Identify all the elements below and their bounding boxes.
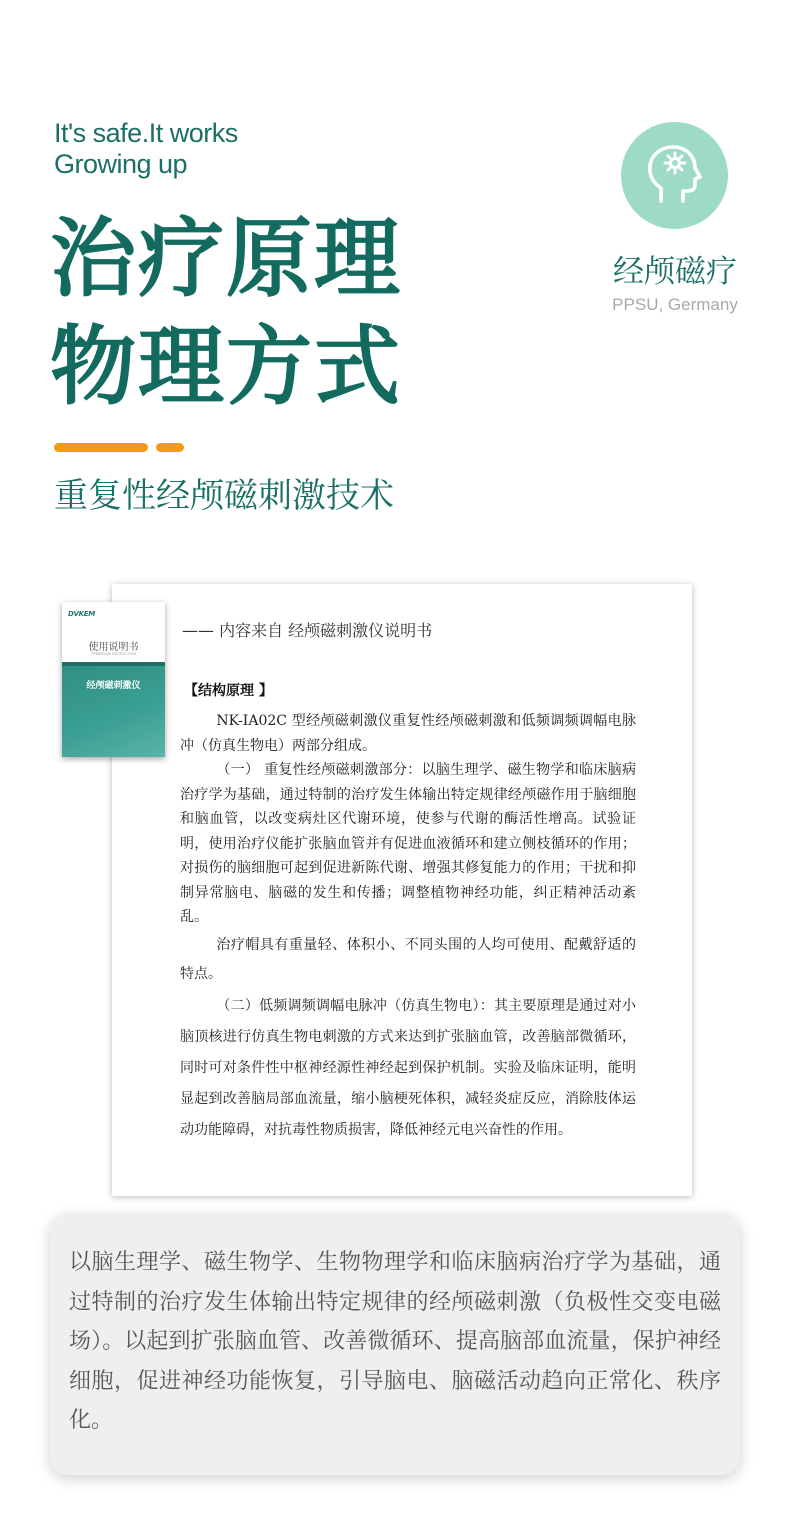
cover-stripe bbox=[62, 662, 165, 666]
summary-card bbox=[50, 1213, 740, 1475]
manual-cover bbox=[62, 602, 165, 757]
section-title: 【结构原理 】 bbox=[184, 683, 273, 699]
excerpt-source: —— 内容来自 经颅磁刺激仪说明书 bbox=[182, 621, 433, 640]
excerpt-paragraph: 治疗帽具有重量轻、体积小、不同头围的人均可使用、配戴舒适的特点。 bbox=[180, 936, 636, 982]
tagline-line-1: It's safe.It works bbox=[54, 118, 238, 148]
page-title-line-1: 治疗原理 bbox=[50, 209, 402, 309]
summary-text: 以脑生理学、磁生物学、生物物理学和临床脑病治疗学为基础，通过特制的治疗发生体输出特定规律的经颅磁刺激（负极性交变电磁场）。以起到扩张脑血管、改善微循环、提高脑部血流量，保护神经细胞，促进神经功能恢复，引导脑电、脑磁活动趋向正常化、秩序化。 bbox=[69, 1250, 721, 1433]
page-title bbox=[50, 205, 402, 421]
excerpt-body bbox=[180, 709, 636, 1146]
badge-subtitle: PPSU, Germany bbox=[612, 295, 738, 314]
manual-title-en: OPERATION INSTRUCTION bbox=[90, 652, 137, 656]
tagline-line-2: Growing up bbox=[54, 149, 188, 179]
manual-excerpt bbox=[112, 584, 692, 1196]
page-title-line-2: 物理方式 bbox=[50, 317, 402, 417]
product-name: 经颅磁刺激仪 bbox=[86, 681, 141, 691]
accent-bar-long bbox=[54, 443, 148, 452]
tagline bbox=[54, 118, 238, 180]
head-gear-icon bbox=[621, 122, 728, 229]
excerpt-paragraph: NK-IA02C 型经颅磁刺激仪重复性经颅磁刺激和低频调频调幅电脉冲（仿真生物电）两部分组成。 bbox=[180, 713, 636, 754]
manual-title: 使用说明书 bbox=[88, 642, 139, 653]
badge-circle bbox=[621, 122, 728, 229]
accent-bar-short bbox=[156, 443, 184, 452]
badge-title: 经颅磁疗 bbox=[613, 254, 737, 290]
brand-logo: DVKEM bbox=[68, 610, 95, 618]
cover-band bbox=[62, 662, 165, 757]
excerpt-paragraph: （二）低频调频调幅电脉冲（仿真生物电）：其主要原理是通过对小脑顶核进行仿真生物电刺激的方式来达到扩张脑血管，改善脑部微循环，同时可对条件性中枢神经源性神经起到保护机制。实验及临床证明，能明显起到改善脑局部血流量，缩小脑梗死体积，减轻炎症反应，消除肢体运动功能障碍，对抗毒性物质损害，降低神经元电兴奋性的作用。 bbox=[180, 997, 636, 1138]
excerpt-paragraph: （一） 重复性经颅磁刺激部分：以脑生理学、磁生物学和临床脑病治疗学为基础，通过特制的治疗发生体输出特定规律经颅磁作用于脑细胞和脑血管，以改变病灶区代谢环境，使参与代谢的酶活性增高。试验证明，使用治疗仪能扩张脑血管并有促进血液循环和建立侧枝循环的作用；对损伤的脑细胞可起到促进新陈代谢、增强其修复能力的作用；干扰和抑制异常脑电、脑磁的发生和传播；调整植物神经功能，纠正精神活动紊乱。 bbox=[180, 762, 636, 925]
page-subtitle: 重复性经颅磁刺激技术 bbox=[54, 476, 394, 516]
